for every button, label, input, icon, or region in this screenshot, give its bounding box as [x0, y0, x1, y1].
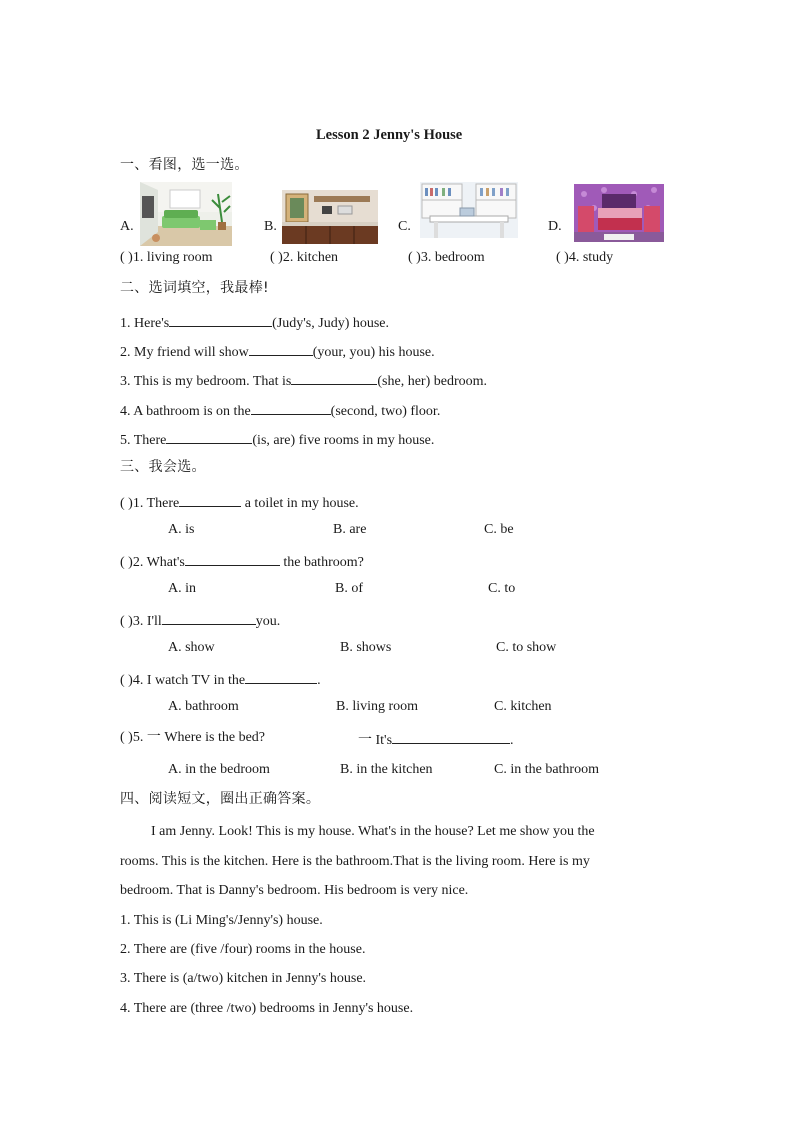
reading-item-1[interactable]: 1. This is (Li Ming's/Jenny's) house.	[120, 913, 323, 928]
section-1-heading: 一、看图，选一选。	[120, 157, 249, 173]
question-2-stem: ( )2. What's	[120, 555, 185, 570]
answer-blank[interactable]	[179, 494, 241, 507]
question-4-rest: .	[317, 673, 321, 688]
question-5-option-c: C. in the bathroom	[494, 762, 599, 777]
question-1-option-b: B. are	[333, 522, 367, 537]
page-title: Lesson 2 Jenny's House	[316, 127, 463, 143]
fill-item-5-text: 5. There	[120, 433, 167, 448]
question-4-option-c: C. kitchen	[494, 699, 552, 714]
kitchen-picture	[282, 190, 378, 244]
passage-line-3: bedroom. That is Danny's bedroom. His bedroom is very nice.	[120, 883, 469, 898]
fill-blank[interactable]	[251, 402, 331, 415]
question-2	[120, 553, 364, 570]
fill-item-3	[120, 372, 487, 389]
option-d-letter: D.	[548, 219, 562, 234]
question-1-option-a: A. is	[168, 522, 195, 537]
question-5-rest: .	[510, 733, 514, 748]
question-1-stem: ( )1. There	[120, 496, 180, 511]
passage-line-2: rooms. This is the kitchen. Here is the bathroom.That is the living room. Here is my	[120, 854, 590, 869]
reading-item-2[interactable]: 2. There are (five /four) rooms in the house.	[120, 942, 366, 957]
question-5-option-b: B. in the kitchen	[340, 762, 433, 777]
option-a-letter: A.	[120, 219, 134, 234]
section-1-item-4: ( )4. study	[556, 250, 614, 265]
bedroom-picture	[574, 184, 664, 242]
fill-item-2-text: 2. My friend will show	[120, 345, 249, 360]
question-2-rest: the bathroom?	[279, 555, 364, 570]
fill-item-1	[120, 314, 389, 331]
question-2-option-c: C. to	[488, 581, 516, 596]
question-4-option-a: A. bathroom	[168, 699, 239, 714]
fill-item-3-text: 3. This is my bedroom. That is	[120, 374, 292, 389]
section-4-heading: 四、阅读短文，圈出正确答案。	[120, 791, 321, 807]
fill-item-5	[120, 431, 434, 448]
question-4-option-b: B. living room	[336, 699, 419, 714]
fill-item-4-text: 4. A bathroom is on the	[120, 404, 251, 419]
reading-item-4[interactable]: 4. There are (three /two) bedrooms in Jenny's house.	[120, 1001, 414, 1016]
fill-item-1-text: 1. Here's	[120, 316, 170, 331]
answer-blank[interactable]	[162, 612, 256, 625]
option-c-letter: C.	[398, 219, 411, 234]
question-1-rest: a toilet in my house.	[241, 496, 359, 511]
reading-item-3[interactable]: 3. There is (a/two) kitchen in Jenny's house.	[120, 971, 367, 986]
section-2-heading: 二、选词填空，我最棒!	[120, 280, 269, 296]
fill-item-1-choices: (Judy's, Judy) house.	[272, 316, 390, 331]
fill-item-3-choices: (she, her) bedroom.	[377, 374, 488, 389]
answer-blank[interactable]	[185, 553, 280, 566]
question-3-option-a: A. show	[168, 640, 215, 655]
fill-item-2	[120, 343, 435, 360]
fill-item-4	[120, 402, 440, 419]
answer-blank[interactable]	[392, 731, 510, 744]
section-1-item-2: ( )2. kitchen	[270, 250, 339, 265]
fill-item-2-choices: (your, you) his house.	[312, 345, 435, 360]
living-room-picture	[140, 182, 232, 246]
option-b-letter: B.	[264, 219, 277, 234]
question-3-stem: ( )3. I'll	[120, 614, 162, 629]
fill-blank[interactable]	[291, 372, 377, 385]
question-3	[120, 612, 280, 629]
fill-item-5-choices: (is, are) five rooms in my house.	[252, 433, 435, 448]
question-5-reply-text: 一 It's	[358, 733, 393, 748]
passage-line-1: I am Jenny. Look! This is my house. What's in the house? Let me show you the	[151, 824, 595, 839]
question-4-stem: ( )4. I watch TV in the	[120, 673, 246, 688]
section-3-heading: 三、我会选。	[120, 459, 206, 475]
question-5-stem: ( )5. 一 Where is the bed?	[120, 730, 265, 745]
question-4	[120, 671, 321, 688]
answer-blank[interactable]	[245, 671, 317, 684]
fill-blank[interactable]	[166, 431, 252, 444]
question-5-reply	[358, 731, 514, 748]
question-1	[120, 494, 359, 511]
study-picture	[420, 182, 518, 238]
section-1-item-1: ( )1. living room	[120, 250, 213, 265]
fill-item-4-choices: (second, two) floor.	[330, 404, 441, 419]
question-3-option-b: B. shows	[340, 640, 392, 655]
question-5-option-a: A. in the bedroom	[168, 762, 270, 777]
question-2-option-a: A. in	[168, 581, 196, 596]
question-1-option-c: C. be	[484, 522, 514, 537]
fill-blank[interactable]	[249, 343, 313, 356]
question-3-option-c: C. to show	[496, 640, 557, 655]
question-2-option-b: B. of	[335, 581, 363, 596]
question-3-rest: you.	[255, 614, 281, 629]
section-1-item-3: ( )3. bedroom	[408, 250, 485, 265]
fill-blank[interactable]	[169, 314, 272, 327]
